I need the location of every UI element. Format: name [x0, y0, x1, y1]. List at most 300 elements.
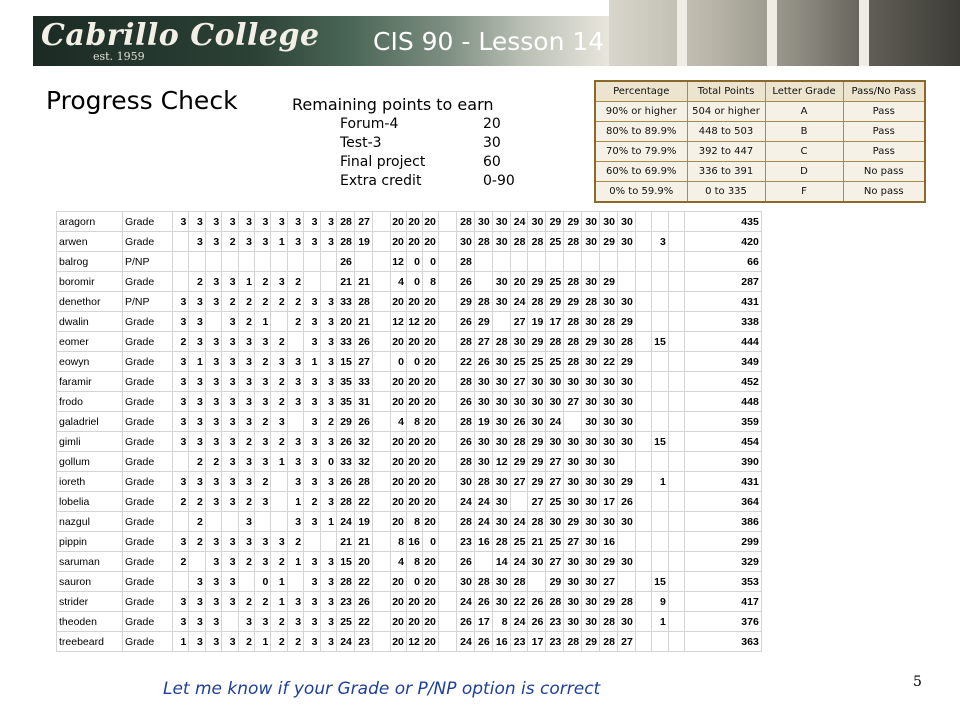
score-cell [173, 252, 189, 272]
score-cell: 20 [406, 452, 422, 472]
remaining-points-list [340, 116, 515, 192]
score-cell: 26 [474, 632, 492, 652]
score-cell: 8 [406, 512, 422, 532]
student-name-cell: faramir [57, 372, 123, 392]
score-cell [668, 552, 684, 572]
score-cell: 3 [222, 592, 238, 612]
score-cell [304, 272, 320, 292]
score-cell: 3 [238, 352, 254, 372]
student-name-cell: galadriel [57, 412, 123, 432]
score-cell [635, 592, 651, 612]
grade-option-cell: Grade [123, 512, 173, 532]
score-cell: 20 [354, 552, 372, 572]
score-cell: 15 [336, 552, 354, 572]
score-cell: 30 [546, 372, 564, 392]
score-cell [438, 452, 456, 472]
score-cell: 23 [546, 632, 564, 652]
remaining-item-label: Final project [340, 154, 426, 170]
student-row [57, 332, 762, 352]
student-name-cell: nazgul [57, 512, 123, 532]
score-cell: 33 [336, 452, 354, 472]
grade-scale-row [595, 182, 925, 203]
score-cell: 30 [564, 452, 582, 472]
score-cell: 8 [406, 552, 422, 572]
score-cell: 20 [510, 272, 528, 292]
score-cell: 27 [510, 472, 528, 492]
score-cell: 28 [564, 332, 582, 352]
score-cell: 28 [528, 512, 546, 532]
grade-scale-cell: C [765, 142, 843, 162]
score-cell: 3 [320, 612, 336, 632]
score-cell: 29 [528, 432, 546, 452]
score-cell: 25 [546, 272, 564, 292]
score-cell: 1 [271, 452, 287, 472]
score-cell: 26 [510, 412, 528, 432]
score-cell: 28 [474, 292, 492, 312]
score-cell: 3 [304, 592, 320, 612]
score-cell: 3 [320, 292, 336, 312]
score-cell [651, 632, 668, 652]
score-cell: 2 [238, 632, 254, 652]
score-cell [528, 252, 546, 272]
score-cell [271, 252, 287, 272]
student-row [57, 292, 762, 312]
score-cell [474, 252, 492, 272]
score-cell: 29 [617, 352, 635, 372]
score-cell [287, 332, 303, 352]
score-cell [222, 512, 238, 532]
score-cell: 3 [205, 532, 221, 552]
score-cell: 24 [456, 492, 474, 512]
score-cell: 28 [456, 332, 474, 352]
score-cell: 26 [528, 592, 546, 612]
score-cell: 30 [582, 372, 600, 392]
score-cell: 3 [320, 432, 336, 452]
score-cell: 3 [205, 572, 221, 592]
score-cell: 27 [546, 552, 564, 572]
score-cell: 3 [304, 432, 320, 452]
score-cell [372, 472, 390, 492]
total-points-cell: 386 [684, 512, 761, 532]
score-cell: 30 [456, 472, 474, 492]
score-cell: 26 [456, 612, 474, 632]
score-cell: 3 [320, 372, 336, 392]
score-cell [668, 312, 684, 332]
score-cell [564, 252, 582, 272]
score-cell: 3 [189, 592, 205, 612]
score-cell [372, 492, 390, 512]
student-row [57, 252, 762, 272]
score-cell: 3 [320, 352, 336, 372]
score-cell: 17 [600, 492, 618, 512]
student-name-cell: saruman [57, 552, 123, 572]
score-cell: 3 [189, 232, 205, 252]
student-row [57, 412, 762, 432]
grade-option-cell: Grade [123, 632, 173, 652]
score-cell [668, 412, 684, 432]
score-cell: 30 [564, 492, 582, 512]
score-cell: 2 [254, 592, 270, 612]
student-name-cell: sauron [57, 572, 123, 592]
score-cell: 0 [254, 572, 270, 592]
score-cell: 2 [238, 592, 254, 612]
score-cell: 24 [474, 512, 492, 532]
score-cell: 33 [354, 372, 372, 392]
score-cell: 3 [205, 212, 221, 232]
score-cell: 28 [617, 332, 635, 352]
grade-scale-cell: B [765, 122, 843, 142]
score-cell: 3 [238, 612, 254, 632]
score-cell: 12 [390, 312, 406, 332]
score-cell [492, 312, 510, 332]
score-cell: 2 [173, 492, 189, 512]
score-cell [372, 272, 390, 292]
score-cell: 3 [205, 552, 221, 572]
score-cell: 26 [354, 412, 372, 432]
score-cell: 30 [492, 572, 510, 592]
score-cell: 3 [205, 612, 221, 632]
score-cell: 21 [528, 532, 546, 552]
score-cell: 20 [390, 452, 406, 472]
score-cell: 30 [510, 392, 528, 412]
score-cell [635, 432, 651, 452]
score-cell: 1 [651, 612, 668, 632]
score-cell: 3 [320, 592, 336, 612]
score-cell: 20 [422, 492, 438, 512]
score-cell: 30 [474, 432, 492, 452]
score-cell: 2 [254, 412, 270, 432]
score-cell: 8 [390, 532, 406, 552]
score-cell: 3 [222, 452, 238, 472]
score-cell: 15 [651, 572, 668, 592]
photo-column [677, 0, 687, 66]
score-cell [668, 252, 684, 272]
score-cell: 3 [320, 392, 336, 412]
score-cell: 28 [546, 592, 564, 612]
score-cell: 30 [617, 432, 635, 452]
score-cell [635, 512, 651, 532]
score-cell: 3 [254, 612, 270, 632]
score-cell: 26 [336, 252, 354, 272]
score-cell: 3 [173, 592, 189, 612]
score-cell [617, 452, 635, 472]
score-cell [651, 352, 668, 372]
score-cell: 20 [336, 312, 354, 332]
score-cell: 32 [354, 452, 372, 472]
score-cell: 3 [320, 472, 336, 492]
student-row [57, 212, 762, 232]
score-cell [635, 372, 651, 392]
score-cell: 20 [422, 392, 438, 412]
student-name-cell: strider [57, 592, 123, 612]
score-cell: 28 [600, 632, 618, 652]
score-cell: 28 [474, 472, 492, 492]
remaining-item-label: Extra credit [340, 173, 422, 189]
score-cell: 28 [456, 252, 474, 272]
score-cell: 30 [546, 392, 564, 412]
score-cell: 30 [492, 352, 510, 372]
score-cell: 28 [456, 372, 474, 392]
score-cell: 30 [600, 372, 618, 392]
score-cell: 3 [205, 592, 221, 612]
score-cell [651, 212, 668, 232]
score-cell [510, 252, 528, 272]
score-cell [354, 252, 372, 272]
score-cell: 2 [238, 552, 254, 572]
score-cell: 20 [390, 492, 406, 512]
student-row [57, 632, 762, 652]
grade-option-cell: P/NP [123, 252, 173, 272]
score-cell: 30 [528, 212, 546, 232]
student-name-cell: eowyn [57, 352, 123, 372]
student-name-cell: theoden [57, 612, 123, 632]
score-cell: 2 [189, 532, 205, 552]
score-cell: 3 [189, 612, 205, 632]
score-cell: 3 [173, 412, 189, 432]
student-name-cell: arwen [57, 232, 123, 252]
score-cell: 29 [528, 332, 546, 352]
score-cell: 2 [238, 432, 254, 452]
score-cell [635, 352, 651, 372]
score-cell: 30 [582, 612, 600, 632]
score-cell: 23 [456, 532, 474, 552]
score-cell [238, 252, 254, 272]
score-cell: 3 [304, 412, 320, 432]
score-cell: 20 [422, 212, 438, 232]
score-cell [173, 272, 189, 292]
score-cell: 30 [617, 392, 635, 412]
score-cell: 3 [222, 532, 238, 552]
score-cell: 30 [617, 372, 635, 392]
score-cell: 3 [189, 632, 205, 652]
score-cell: 2 [271, 632, 287, 652]
score-cell: 30 [492, 492, 510, 512]
grade-option-cell: Grade [123, 412, 173, 432]
score-cell: 16 [406, 532, 422, 552]
score-cell: 35 [336, 372, 354, 392]
score-cell: 3 [320, 232, 336, 252]
score-cell [222, 612, 238, 632]
score-cell [651, 252, 668, 272]
remaining-item-label: Test-3 [340, 135, 382, 151]
score-cell: 3 [222, 472, 238, 492]
score-cell: 20 [390, 472, 406, 492]
score-cell: 3 [173, 392, 189, 412]
score-cell: 15 [336, 352, 354, 372]
photo-column [859, 0, 869, 66]
score-cell [438, 492, 456, 512]
score-cell: 3 [173, 372, 189, 392]
score-cell [438, 612, 456, 632]
score-cell: 26 [456, 392, 474, 412]
campus-photo [609, 0, 960, 66]
score-cell: 21 [354, 312, 372, 332]
score-cell: 30 [564, 572, 582, 592]
score-cell [372, 292, 390, 312]
score-cell: 29 [528, 452, 546, 472]
score-cell: 30 [492, 432, 510, 452]
score-cell: 3 [651, 232, 668, 252]
score-cell: 20 [422, 472, 438, 492]
score-cell: 30 [582, 272, 600, 292]
score-cell: 28 [474, 232, 492, 252]
score-cell: 1 [173, 632, 189, 652]
score-cell: 0 [406, 252, 422, 272]
score-cell [668, 212, 684, 232]
score-cell: 3 [271, 212, 287, 232]
score-cell: 3 [173, 532, 189, 552]
student-row [57, 272, 762, 292]
score-cell: 3 [287, 612, 303, 632]
score-cell: 28 [510, 232, 528, 252]
score-cell: 3 [304, 372, 320, 392]
student-row [57, 612, 762, 632]
score-cell: 3 [254, 232, 270, 252]
score-cell [474, 552, 492, 572]
score-cell [546, 252, 564, 272]
score-cell: 32 [354, 432, 372, 452]
score-cell: 29 [600, 592, 618, 612]
score-cell: 21 [336, 532, 354, 552]
remaining-item-value: 0-90 [483, 173, 515, 189]
score-cell: 20 [422, 452, 438, 472]
score-cell [668, 572, 684, 592]
score-cell [372, 592, 390, 612]
grade-scale-cell: F [765, 182, 843, 203]
score-cell: 29 [510, 452, 528, 472]
score-cell: 28 [564, 352, 582, 372]
score-cell: 30 [564, 592, 582, 612]
score-cell: 31 [354, 392, 372, 412]
score-cell: 29 [546, 292, 564, 312]
student-row [57, 452, 762, 472]
student-row [57, 532, 762, 552]
score-cell: 24 [510, 292, 528, 312]
score-cell: 23 [546, 612, 564, 632]
score-cell: 24 [456, 632, 474, 652]
lesson-title: CIS 90 - Lesson 14 [373, 27, 605, 56]
total-points-cell: 431 [684, 472, 761, 492]
score-cell: 3 [205, 472, 221, 492]
score-cell: 3 [304, 392, 320, 412]
score-cell: 30 [546, 512, 564, 532]
score-cell: 30 [600, 212, 618, 232]
score-cell: 3 [271, 352, 287, 372]
photo-column [767, 0, 777, 66]
remaining-item-label: Forum-4 [340, 116, 399, 132]
score-cell [635, 532, 651, 552]
score-cell: 3 [254, 372, 270, 392]
score-cell: 3 [304, 632, 320, 652]
score-cell: 20 [406, 212, 422, 232]
score-cell [438, 312, 456, 332]
total-points-cell: 435 [684, 212, 761, 232]
score-cell: 20 [390, 232, 406, 252]
score-cell: 29 [528, 272, 546, 292]
score-cell: 2 [304, 492, 320, 512]
score-cell: 17 [528, 632, 546, 652]
score-cell [271, 472, 287, 492]
score-cell: 20 [406, 232, 422, 252]
score-cell: 29 [474, 312, 492, 332]
student-name-cell: pippin [57, 532, 123, 552]
score-cell [635, 612, 651, 632]
score-cell [287, 572, 303, 592]
score-cell: 2 [238, 312, 254, 332]
score-cell: 20 [406, 592, 422, 612]
score-cell [668, 632, 684, 652]
grade-option-cell: Grade [123, 492, 173, 512]
score-cell: 20 [422, 572, 438, 592]
remaining-item-value: 30 [483, 135, 501, 151]
score-cell: 30 [456, 232, 474, 252]
score-cell: 16 [600, 532, 618, 552]
score-cell: 20 [390, 392, 406, 412]
score-cell: 30 [564, 372, 582, 392]
grade-scale-cell: 448 to 503 [687, 122, 765, 142]
score-cell: 19 [354, 232, 372, 252]
score-cell: 27 [564, 532, 582, 552]
score-cell [372, 312, 390, 332]
score-cell [668, 612, 684, 632]
total-points-cell: 287 [684, 272, 761, 292]
score-cell: 3 [287, 232, 303, 252]
score-cell: 30 [582, 572, 600, 592]
score-cell: 25 [510, 352, 528, 372]
grade-scale-row [595, 102, 925, 122]
score-cell: 2 [271, 552, 287, 572]
score-cell: 20 [390, 212, 406, 232]
score-cell: 20 [390, 432, 406, 452]
student-grades-table [56, 211, 762, 652]
grade-option-cell: Grade [123, 212, 173, 232]
score-cell [438, 592, 456, 612]
student-row [57, 512, 762, 532]
score-cell [372, 532, 390, 552]
score-cell: 3 [173, 352, 189, 372]
score-cell: 3 [222, 492, 238, 512]
score-cell: 30 [582, 232, 600, 252]
score-cell [320, 252, 336, 272]
score-cell: 26 [456, 312, 474, 332]
score-cell [668, 472, 684, 492]
score-cell: 20 [422, 552, 438, 572]
remaining-item [340, 173, 515, 192]
score-cell: 28 [600, 612, 618, 632]
score-cell [254, 512, 270, 532]
score-cell [635, 412, 651, 432]
student-name-cell: ioreth [57, 472, 123, 492]
score-cell: 2 [287, 632, 303, 652]
remaining-item-value: 60 [483, 154, 501, 170]
grade-scale-table [594, 80, 926, 203]
grade-scale-header: Total Points [687, 81, 765, 102]
score-cell: 24 [474, 492, 492, 512]
score-cell: 17 [474, 612, 492, 632]
student-name-cell: aragorn [57, 212, 123, 232]
score-cell [372, 572, 390, 592]
score-cell: 22 [456, 352, 474, 372]
score-cell: 1 [271, 232, 287, 252]
score-cell [668, 532, 684, 552]
score-cell: 30 [528, 412, 546, 432]
score-cell: 3 [189, 372, 205, 392]
score-cell: 26 [617, 492, 635, 512]
grade-option-cell: Grade [123, 452, 173, 472]
score-cell: 30 [617, 412, 635, 432]
score-cell: 3 [304, 212, 320, 232]
grade-option-cell: Grade [123, 352, 173, 372]
